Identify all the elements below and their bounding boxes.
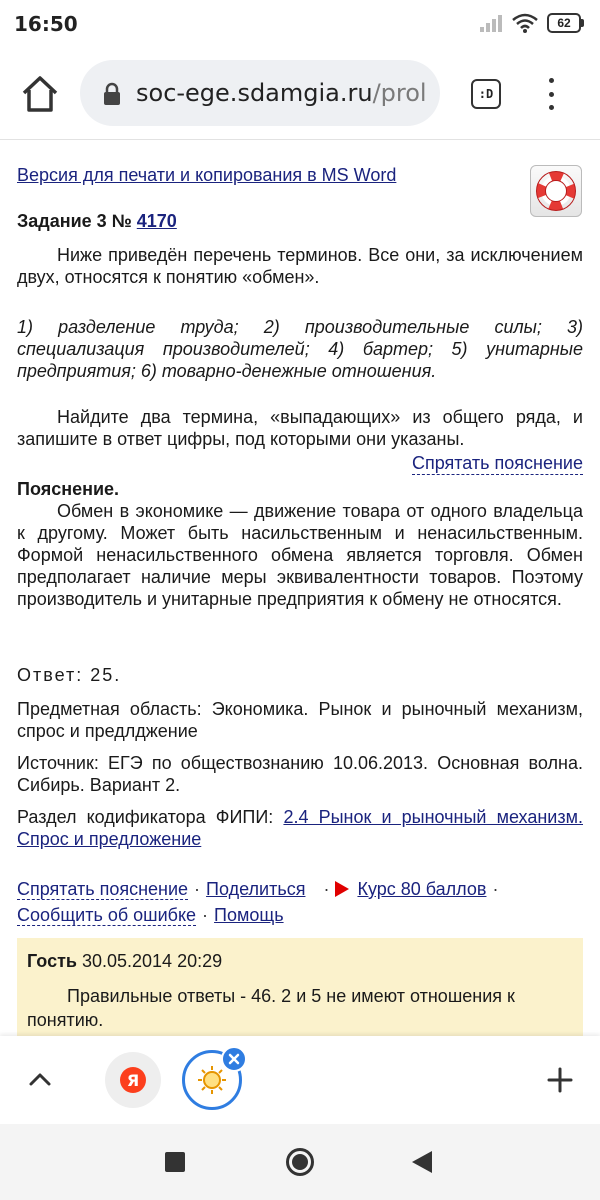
task-heading: [17, 210, 177, 232]
home-nav-icon[interactable]: [286, 1148, 314, 1176]
play-triangle-icon: [335, 881, 349, 897]
task-number-link[interactable]: 4170: [136, 211, 177, 231]
system-nav-bar: [0, 1124, 600, 1200]
explanation-text: Обмен в экономике — движение товара от одного владельца к другому. Может быть насильственным и ненасильственным. Формой ненасильственного обмена является торговля. Обмен предполагает наличие меры эквивалентности товаров. Поэтому производитель и унитарные предприятия к обмену не относятся.: [17, 501, 583, 609]
url-host: soc-ege.sdamgia.ru: [136, 79, 373, 107]
browser-toolbar: [0, 48, 600, 140]
plus-icon[interactable]: [546, 1066, 574, 1094]
home-icon[interactable]: [18, 72, 62, 116]
comment-author: Гость: [27, 951, 77, 971]
action-links: Спрятать пояснение · Поделиться · Курс 80 баллов · Сообщить об ошибке · Помощь: [17, 879, 499, 925]
chevron-up-icon[interactable]: [26, 1066, 54, 1094]
lock-icon: [102, 82, 122, 106]
comment-text: Правильные ответы - 46. 2 и 5 не имеют отношения к понятию.: [27, 986, 515, 1030]
answer: Ответ: 25.: [17, 665, 122, 685]
status-bar: [0, 0, 600, 48]
recents-icon[interactable]: [165, 1152, 185, 1172]
site-favicon-icon: [197, 1065, 227, 1095]
hide-explanation-bottom-link[interactable]: Спрятать пояснение: [17, 879, 189, 899]
close-tab-icon[interactable]: [221, 1046, 247, 1072]
task-instruction: Найдите два термина, «выпадающих» из общего ряда, и запишите в ответ цифры, под которыми они указаны.: [17, 407, 583, 449]
url-text: [136, 79, 427, 107]
share-link[interactable]: Поделиться: [206, 879, 306, 899]
task-intro: Ниже приведён перечень терминов. Все они, за исключением двух, относятся к понятию «обмен».: [17, 245, 583, 287]
back-icon[interactable]: [412, 1151, 432, 1173]
url-path: /prol: [372, 79, 427, 107]
status-time: 16:50: [14, 12, 78, 36]
yandex-tab-button[interactable]: [105, 1052, 161, 1108]
report-error-link[interactable]: Сообщить об ошибке: [17, 905, 197, 925]
codifier-label: Раздел кодификатора ФИПИ:: [17, 807, 274, 827]
print-version-link[interactable]: Версия для печати и копирования в MS Word: [17, 165, 397, 185]
more-menu-icon[interactable]: [545, 74, 557, 114]
battery-level: 62: [547, 13, 581, 33]
task-label: Задание 3 №: [17, 211, 132, 231]
subject-area: Предметная область: Экономика. Рынок и рыночный механизм, спрос и предлджение: [17, 699, 583, 741]
comment-block: [17, 938, 583, 1036]
wifi-icon: [511, 12, 539, 34]
tabs-button[interactable]: :D: [471, 79, 501, 109]
explanation-title: Пояснение.: [17, 479, 120, 499]
status-icons: [479, 12, 584, 34]
yandex-logo-icon: Я: [120, 1067, 146, 1093]
codifier: [17, 806, 583, 850]
comment-header: [27, 950, 573, 972]
page-content: [0, 140, 600, 1036]
lifebuoy-icon[interactable]: [530, 165, 582, 217]
course-link[interactable]: Курс 80 баллов: [357, 879, 487, 899]
task-terms: 1) разделение труда; 2) производительные силы; 3) специализация производителей; 4) бартер; 5) унитарные предприятия; 6) товарно-денежные отношения.: [17, 317, 583, 381]
hide-explanation-link[interactable]: Спрятать пояснение: [411, 453, 583, 473]
help-link[interactable]: Помощь: [214, 905, 284, 925]
battery-icon: [547, 13, 584, 33]
source: Источник: ЕГЭ по обществознанию 10.06.2013. Основная волна. Сибирь. Вариант 2.: [17, 753, 583, 795]
comment-date: 30.05.2014 20:29: [81, 951, 223, 971]
browser-bottom-bar: [0, 1036, 600, 1124]
codifier-link[interactable]: 2.4 Рынок и рыночный механизм. Спрос и предложение: [17, 807, 583, 849]
signal-icon: [479, 13, 503, 33]
address-bar[interactable]: [80, 60, 440, 126]
